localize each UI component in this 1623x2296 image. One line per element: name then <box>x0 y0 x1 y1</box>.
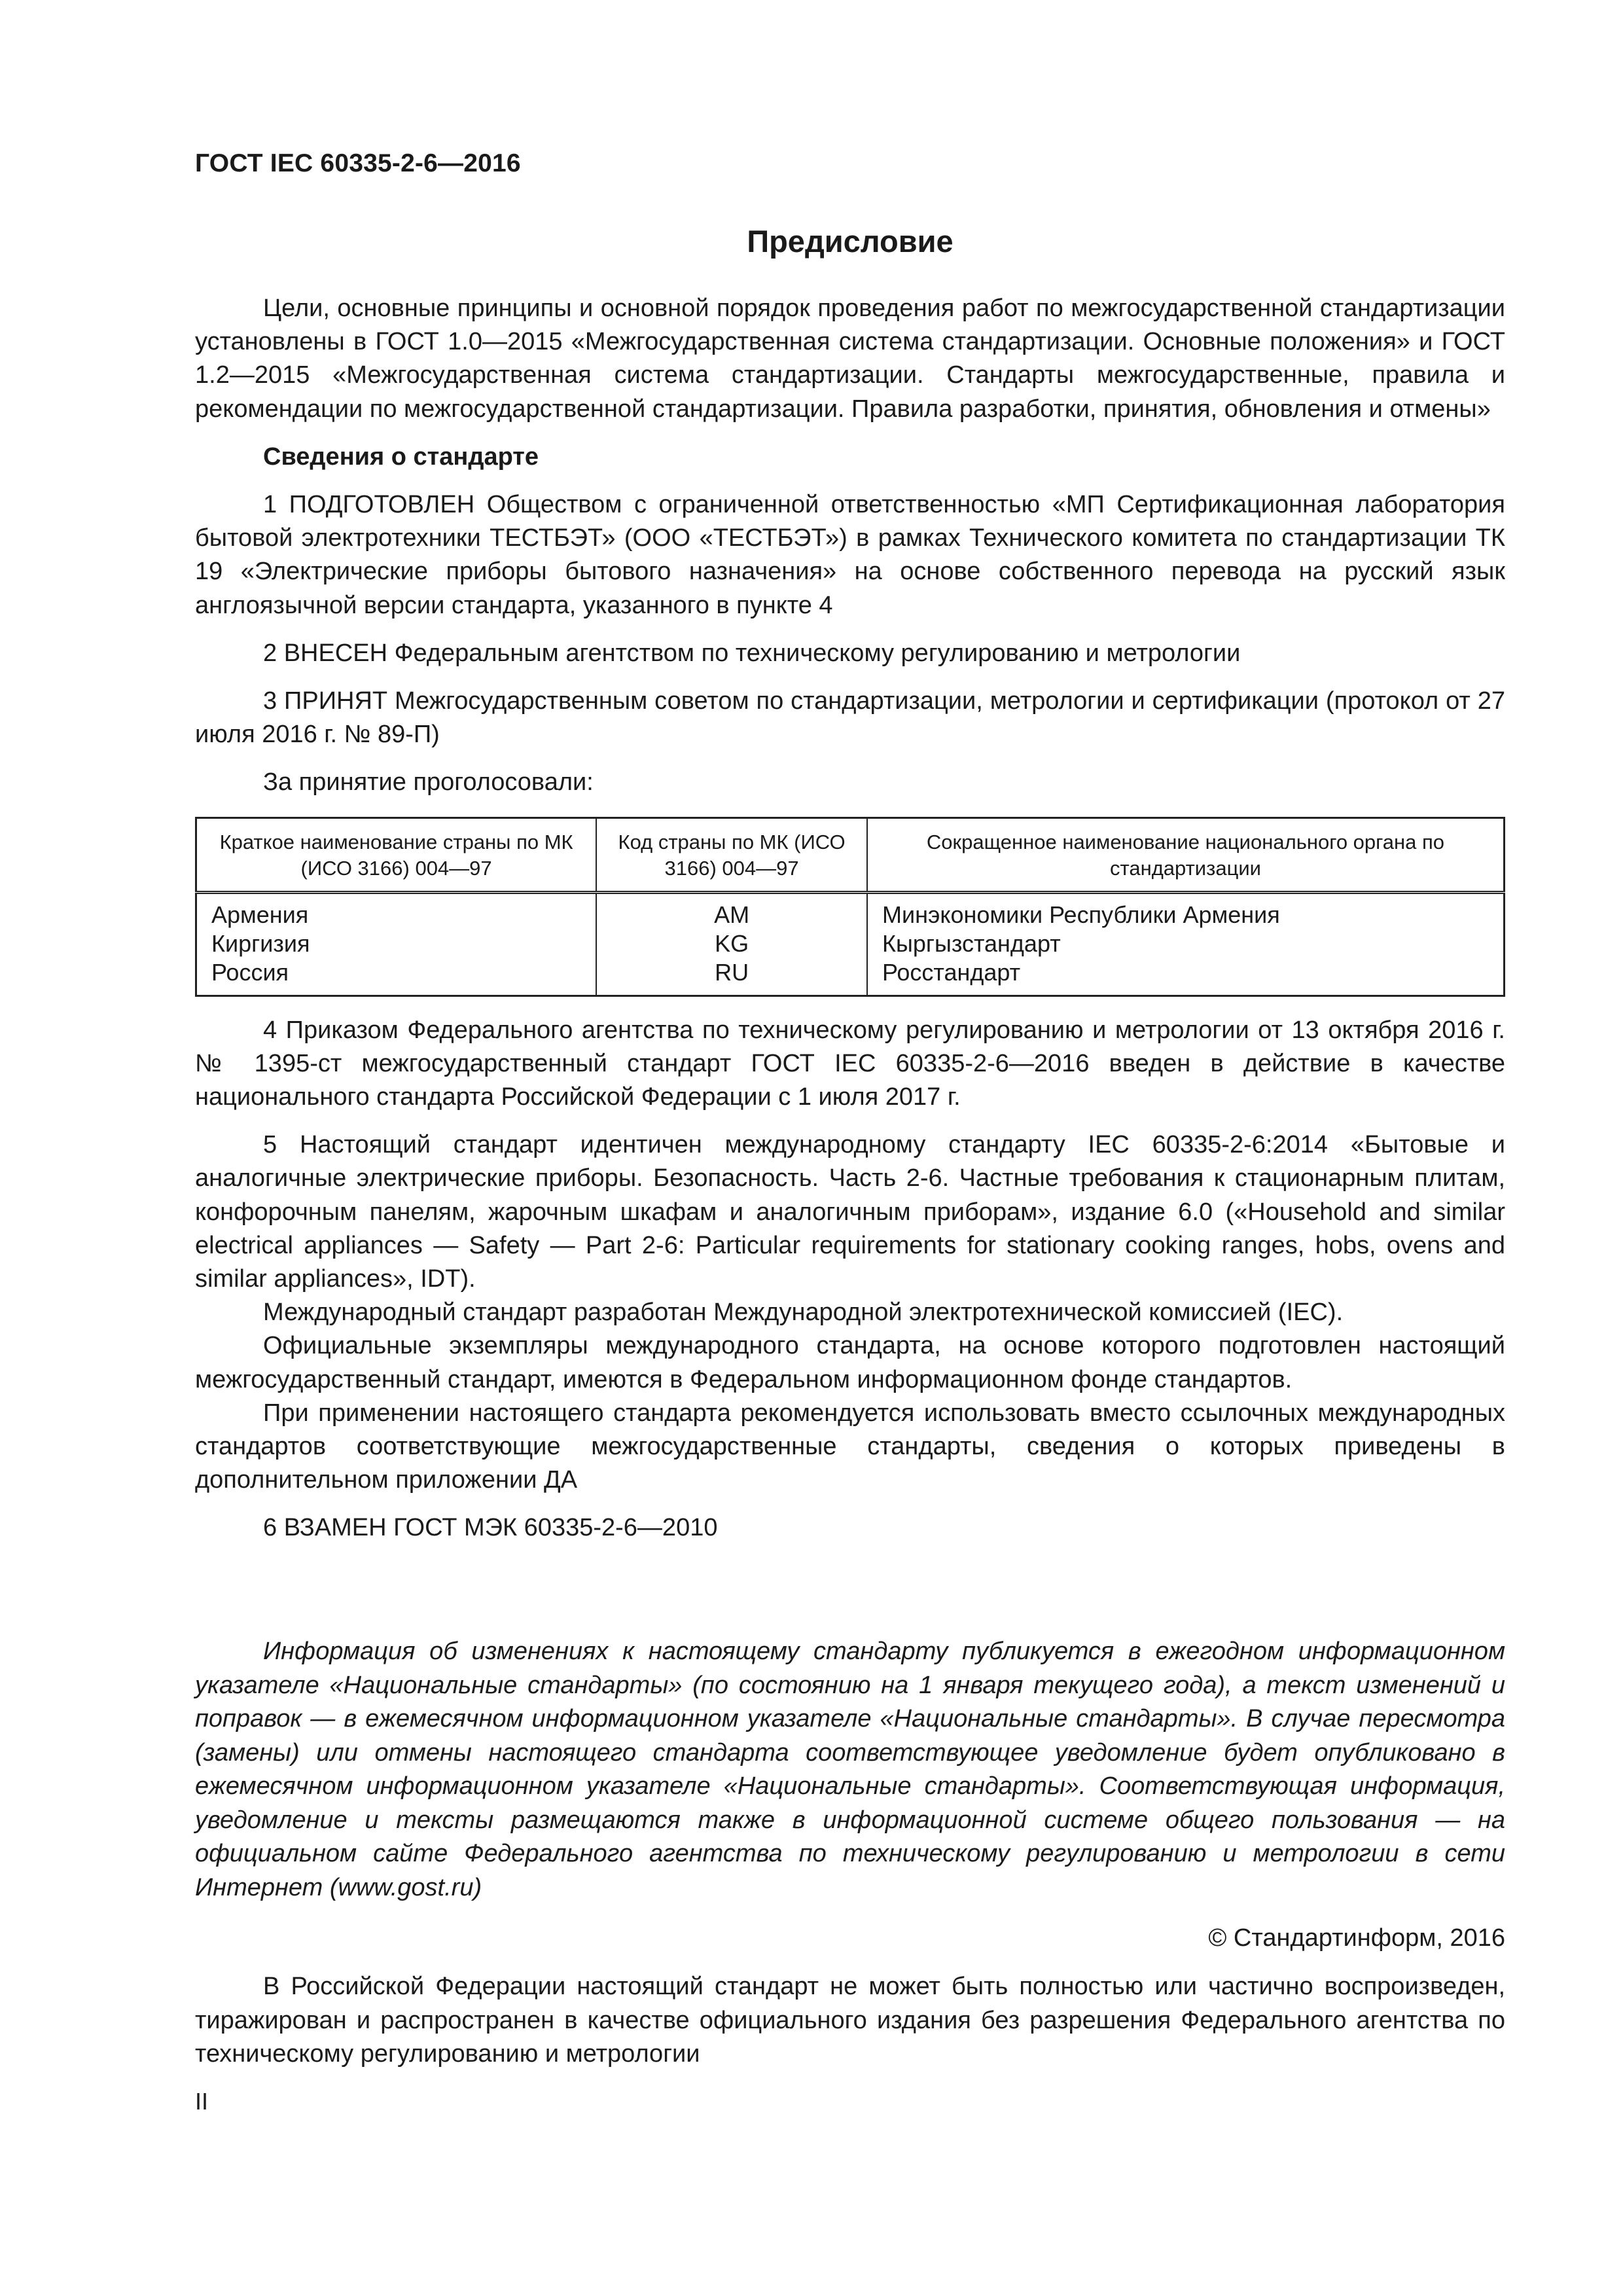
table-cell-code: AM <box>596 892 867 929</box>
item-6-replaces: 6 ВЗАМЕН ГОСТ МЭК 60335-2-6—2010 <box>263 1514 718 1542</box>
item-1-prepared: 1 ПОДГОТОВЛЕН Обществом с ограниченной ответственностью «МП Сертификационная лаборатория бытовой электротехники ТЕСТБЭТ» (ООО «ТЕСТБЭТ») в рамках Технического комитета по стандартизации ТК 19 «Электрические приборы бытового назначения» на основе собственного перевода на русский язык англоязычной версии стандарта, указанного в пункте 4 <box>195 491 1505 619</box>
table-row <box>196 958 1505 996</box>
table-cell-country: Армения <box>196 892 597 929</box>
item-4-order: 4 Приказом Федерального агентства по техническому регулированию и метрологии от 13 октября 2016 г. № 1395-ст межгосударственный стандарт ГОСТ IEC 60335-2-6—2016 введен в действие в качестве национального стандарта Российской Федерации с 1 июля 2017 г. <box>195 1016 1505 1111</box>
voted-label: За принятие проголосовали: <box>263 768 594 797</box>
table-cell-country: Россия <box>196 958 597 996</box>
copyright-line: © Стандартинформ, 2016 <box>1208 1924 1505 1952</box>
item-2-introduced: 2 ВНЕСЕН Федеральным агентством по техническому регулированию и метрологии <box>263 639 1241 667</box>
reproduction-rights: В Российской Федерации настоящий стандарт не может быть полностью или частично воспроизведен, тиражирован и распространен в качестве официального издания без разрешения Федерального агентства по техническому регулированию и метрологии <box>195 1973 1505 2068</box>
table-header-country: Краткое наименование страны по МК (ИСО 3166) 004—97 <box>196 817 597 892</box>
document-body <box>195 292 1505 1545</box>
item-5-developer: Международный стандарт разработан Международной электротехнической комиссией (IEC). <box>263 1299 1344 1327</box>
item-3-adopted: 3 ПРИНЯТ Межгосударственным советом по стандартизации, метрологии и сертификации (протокол от 27 июля 2016 г. № 89-П) <box>195 687 1505 749</box>
document-code: ГОСТ IEC 60335-2-6—2016 <box>195 149 521 177</box>
table-cell-code: RU <box>596 958 867 996</box>
page-title: Предисловие <box>747 224 954 259</box>
item-5-identical: 5 Настоящий стандарт идентичен международному стандарту IEC 60335-2-6:2014 «Бытовые и аналогичные электрические приборы. Безопасность. Часть 2-6. Частные требования к стационарным плитам, конфорочным панелям, жарочным шкафам и аналогичным приборам», издание 6.0 («Household and similar electrical appliances — Safety — Part 2-6: Particular requirements for stationary cooking ranges, hobs, ovens and similar appliances», IDT). <box>195 1131 1505 1293</box>
table-cell-body: Кыргызстандарт <box>867 929 1505 958</box>
intro-paragraph: Цели, основные принципы и основной порядок проведения работ по межгосударственной стандартизации установлены в ГОСТ 1.0—2015 «Межгосударственная система стандартизации. Основные положения» и ГОСТ 1.2—2015 «Межгосударственная система стандартизации. Стандарты межгосударственные, правила и рекомендации по межгосударственной стандартизации. Правила разработки, принятия, обновления и отмены» <box>195 295 1505 423</box>
table-cell-body: Росстандарт <box>867 958 1505 996</box>
table-row <box>196 892 1505 929</box>
page-number: II <box>195 2088 209 2115</box>
table-header-body: Сокращенное наименование национального органа по стандартизации <box>867 817 1505 892</box>
table-header-row <box>196 817 1505 892</box>
item-5-references: При применении настоящего стандарта рекомендуется использовать вместо ссылочных международных стандартов соответствующие межгосударственные стандарты, сведения о которых приведены в дополнительном приложении ДА <box>195 1399 1505 1494</box>
table-cell-country: Киргизия <box>196 929 597 958</box>
table-cell-body: Минэкономики Республики Армения <box>867 892 1505 929</box>
table-header-code: Код страны по МК (ИСО 3166) 004—97 <box>596 817 867 892</box>
voting-table <box>195 817 1505 997</box>
info-heading: Сведения о стандарте <box>263 442 539 471</box>
item-5-official-copies: Официальные экземпляры международного стандарта, на основе которого подготовлен настоящий межгосударственный стандарт, имеются в Федеральном информационном фонде стандартов. <box>195 1332 1505 1393</box>
table-cell-code: KG <box>596 929 867 958</box>
table-row <box>196 929 1505 958</box>
changes-information: Информация об изменениях к настоящему стандарту публикуется в ежегодном информационном указателе «Национальные стандарты» (по состоянию на 1 января текущего года), а текст изменений и поправок — в ежемесячном информационном указателе «Национальные стандарты». В случае пересмотра (замены) или отмены настоящего стандарта соответствующее уведомление будет опубликовано в ежемесячном информационном указателе «Национальные стандарты». Соответствующая информация, уведомление и тексты размещаются также в информационной системе общего пользования — на официальном сайте Федерального агентства по техническому регулированию и метрологии в сети Интернет (www.gost.ru) <box>195 1638 1505 1901</box>
